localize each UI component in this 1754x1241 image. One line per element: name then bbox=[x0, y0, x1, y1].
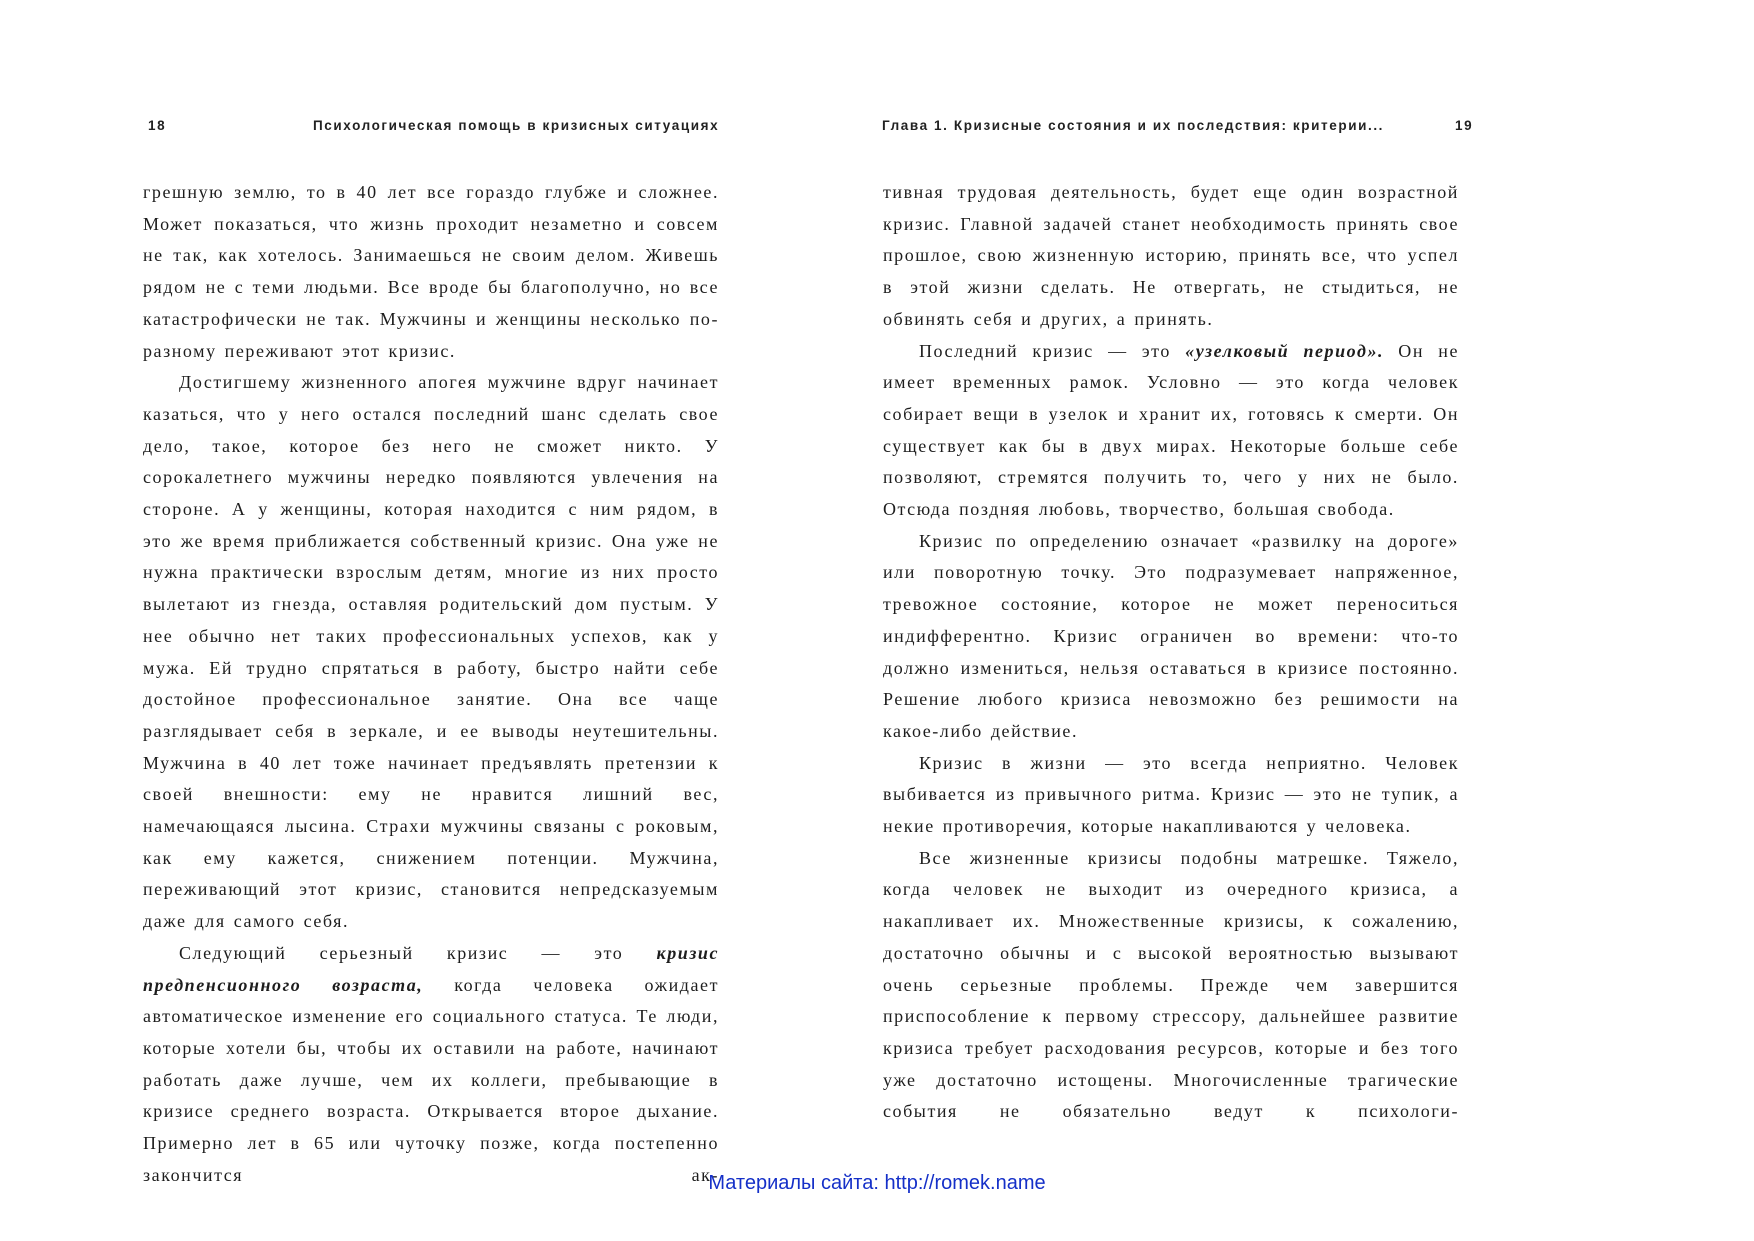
paragraph bbox=[143, 938, 719, 1192]
emphasized-term: кризис предпенсионного возраста, bbox=[143, 942, 719, 995]
right-page-body bbox=[883, 177, 1459, 1128]
running-title-left: Психологическая помощь в кризисных ситуациях bbox=[313, 118, 720, 133]
emphasized-term: «узелковый период». bbox=[1185, 340, 1385, 361]
paragraph-text: Следующий серьезный кризис — это bbox=[179, 942, 657, 963]
left-page-body bbox=[143, 177, 719, 1192]
paragraph: Достигшему жизненного апогея мужчине вдруг начинает казаться, что у него остался последний шанс сделать свое дело, такое, которое без него не сможет никто. У сорокалетнего мужчины нередко появляются увлечения на стороне. А у женщины, которая находится с ним рядом, в это же время приближается собственный кризис. Она уже не нужна практически взрослым детям, многие из них просто вылетают из гнезда, оставляя родительский дом пустым. У нее обычно нет таких профессиональных успехов, как у мужа. Ей трудно спрятаться в работу, быстро найти себе достойное профессиональное занятие. Она все чаще разглядывает себя в зеркале, и ее выводы неутешительны. Мужчина в 40 лет тоже начинает предъявлять претензии к своей внешности: ему не нравится лишний вес, намечающаяся лысина. Страхи мужчины связаны с роковым, как ему кажется, снижением потенции. Мужчина, переживающий этот кризис, становится непредсказуемым даже для самого себя. bbox=[143, 372, 719, 932]
paragraph-text: Последний кризис — это bbox=[919, 340, 1186, 361]
paragraph bbox=[883, 336, 1459, 526]
paragraph-text: когда человека ожидает автоматическое изменение его социального статуса. Те люди, которые хотели бы, чтобы их оставили на работе, начинают работать даже лучше, чем их коллеги, пребывающие в кризисе среднего возраста. Открывается второе дыхание. Примерно лет в 65 или чуточку позже, когда постепенно закончится ак- bbox=[143, 974, 720, 1185]
page-number-right: 19 bbox=[1455, 118, 1474, 133]
running-title-right: Глава 1. Кризисные состояния и их последствия: критерии... bbox=[882, 118, 1385, 133]
paragraph: Кризис в жизни — это всегда неприятно. Человек выбивается из привычного ритма. Кризис — это не тупик, а некие противоречия, которые накапливаются у человека. bbox=[883, 752, 1459, 837]
site-footer-link[interactable] bbox=[0, 1172, 1754, 1195]
paragraph-text: Он не имеет временных рамок. Условно — это когда человек собирает вещи в узелок и хранит их, готовясь к смерти. Он существует как бы в двух мирах. Некоторые больше себе позволяют, стремятся получить то, чего у них не было. Отсюда поздняя любовь, творчество, большая свобода. bbox=[883, 340, 1460, 520]
paragraph: Кризис по определению означает «развилку на дороге» или поворотную точку. Это подразумевает напряженное, тревожное состояние, которое не может переноситься индифферентно. Кризис ограничен во времени: что-то должно измениться, нельзя оставаться в кризисе постоянно. Решение любого кризиса невозможно без решимости на какое-либо действие. bbox=[883, 530, 1459, 741]
page-number-left: 18 bbox=[148, 118, 167, 133]
paragraph: Все жизненные кризисы подобны матрешке. Тяжело, когда человек не выходит из очередного кризиса, а накапливает их. Множественные кризисы, к сожалению, достаточно обычны и с высокой вероятностью вызывают очень серьезные проблемы. Прежде чем завершится приспособление к первому стрессору, дальнейшее развитие кризиса требует расходования ресурсов, которые и без того уже достаточно истощены. Многочисленные трагические события не обязательно ведут к психологи- bbox=[883, 847, 1459, 1122]
paragraph: тивная трудовая деятельность, будет еще один возрастной кризис. Главной задачей станет необходимость принять свое прошлое, свою жизненную историю, принять все, что успел в этой жизни сделать. Не отвергать, не стыдиться, не обвинять себя и других, а принять. bbox=[883, 182, 1459, 329]
footer-text[interactable]: Материалы сайта: http://romek.name bbox=[708, 1172, 1046, 1194]
paragraph: грешную землю, то в 40 лет все гораздо глубже и сложнее. Может показаться, что жизнь проходит незаметно и совсем не так, как хотелось. Занимаешься не своим делом. Живешь рядом не с теми людьми. Все вроде бы благополучно, но все катастрофически не так. Мужчины и женщины несколько по-разному переживают этот кризис. bbox=[143, 182, 719, 361]
right-page bbox=[877, 0, 1754, 1241]
